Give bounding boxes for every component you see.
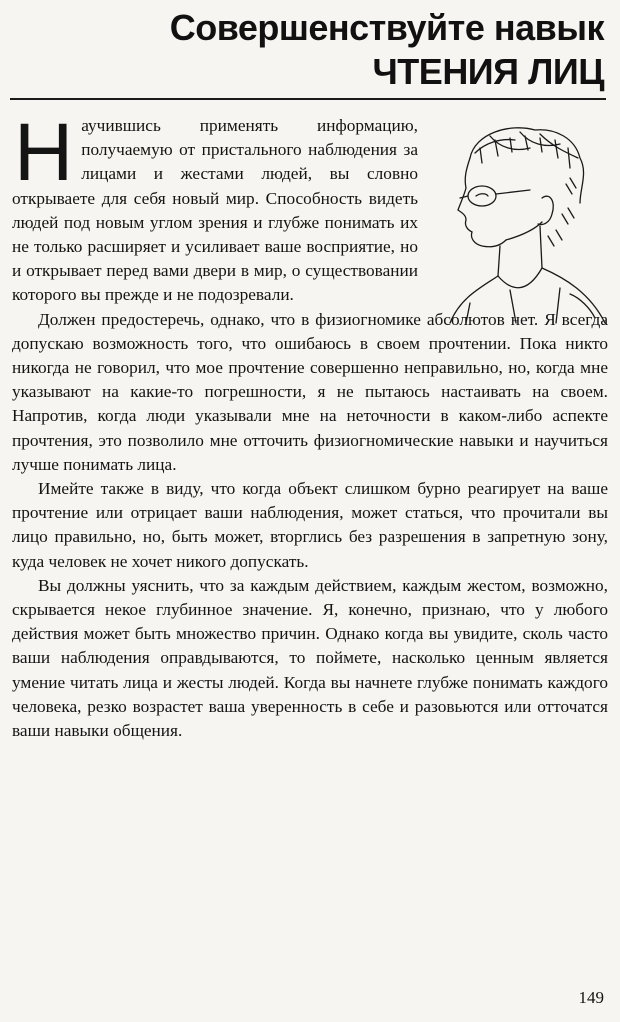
page-number: 149	[578, 988, 604, 1007]
paragraph-4: Вы должны уяснить, что за каждым действием, каждым жестом, возможно, скрывается некое глубинное значение. Я, конечно, признаю, что у любого действия может быть множество причин. Однако когда вы увидите, сколь часто ваши наблюдения оправдываются, то поймете, насколько ценным является умение читать лица и жесты людей. Когда вы начнете глубже понимать каждого человека, резко возрастет ваша уверенность в себе и разовьются или отточатся ваши навыки общения.	[12, 575, 608, 741]
title-line-2: ЧТЕНИЯ ЛИЦ	[372, 51, 604, 92]
paragraph-3: Имейте также в виду, что когда объект слишком бурно реагирует на ваше прочтение или отрицает ваши наблюдения, может статься, что прочитали вы лицо правильно, но, быть может, вторглись без разрешения в запретную зону, куда человек не хочет никого допускать.	[12, 479, 608, 571]
paragraph-2: Должен предостеречь, однако, что в физиогномике абсолютов нет. Я всегда допускаю возможность того, что ошибаюсь в своем прочтении. Пока никто никогда не говорил, что мое прочтение совершенно неправильно, но, когда мне указывают на какие-то погрешности, я не пытаюсь настаивать на своем. Напротив, когда люди указывали мне на неточности в каком-либо аспекте прочтения, это позволило мне отточить физиогномические навыки и научиться лучше понимать лица.	[12, 309, 608, 474]
paragraph-1	[12, 107, 418, 308]
title-rule	[10, 98, 606, 100]
article-body	[12, 107, 608, 743]
title-line-1: Совершенствуйте навык	[169, 7, 604, 48]
paragraph-1-text: аучившись применять информацию, получаемую от пристального наблюдения за лицами и жестами людей, вы словно открываете для себя новый мир. Способность видеть людей под новым углом зрения и глубже понимать их не только расширяет и усиливает ваше восприятие, но и открывает перед вами двери в мир, о существовании которого вы прежде и не подозревали.	[12, 116, 418, 305]
drop-cap: Н	[14, 107, 74, 198]
chapter-title	[44, 6, 604, 94]
